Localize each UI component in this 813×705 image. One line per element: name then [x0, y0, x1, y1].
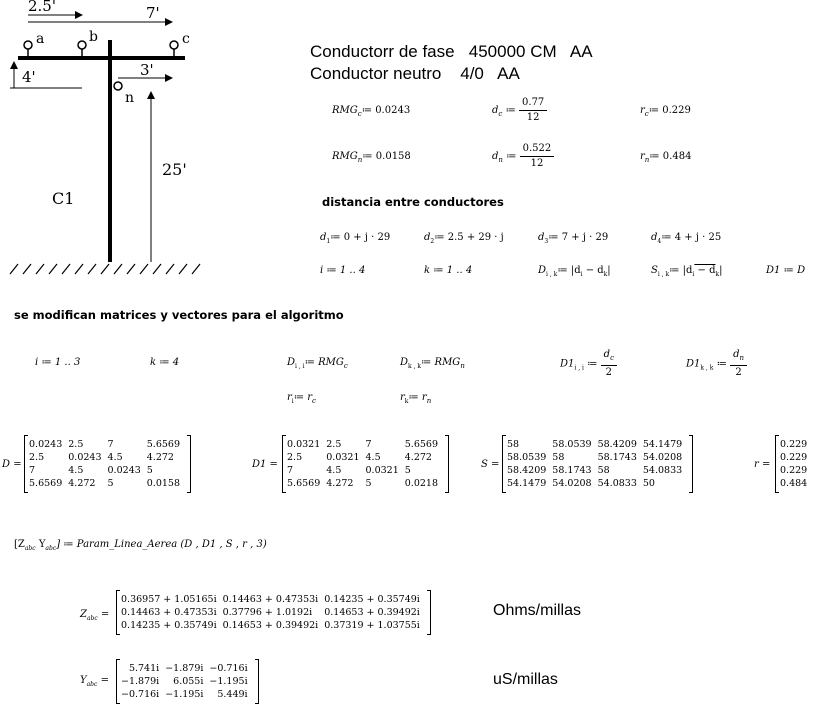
matrix-cell: 2.5: [68, 439, 84, 450]
D-distance-def: $D_{i , k}≔$ $|d_i - d_k|$: [538, 265, 611, 278]
matrix-cell: 0.14235 + 0.35749i: [324, 594, 420, 605]
matrix-cell: 58.1743: [552, 465, 592, 476]
rmg-n-def: $RMG_n≔$ 0.0158: [332, 151, 411, 164]
matrix-row: [29, 438, 186, 451]
matrix-cell: 0.229: [780, 452, 808, 463]
matrix-cell: 0.37319 + 1.03755i: [324, 620, 420, 631]
matrix-row: [780, 451, 813, 464]
matrix-cell: 0.14653 + 0.39492i: [324, 607, 420, 618]
matrix-cell: 5.741i: [128, 663, 160, 674]
matrix-cell: 5.6569: [287, 478, 321, 489]
Dii-def: $D_{i , i}≔$ $RMG_c$: [287, 357, 348, 370]
d4-def: $d_4≔$ 4 + j · 25: [651, 232, 722, 245]
phase-conductor-text: Conductorr de fase 450000 CM AA: [310, 42, 593, 61]
matrix-cell: 58: [552, 452, 565, 463]
matrix-row: [287, 451, 444, 464]
r-n-def: $r_n≔$ 0.484: [640, 151, 692, 164]
k-range: k ≔ 1 .. 4: [424, 265, 473, 276]
matrix-cell: 0.0243: [29, 439, 63, 450]
insulator-c: [170, 41, 178, 58]
matrix-cell: 4.5: [107, 452, 123, 463]
S-matrix: [502, 436, 693, 492]
matrix-row: [121, 606, 426, 619]
matrix-cell: 0.0321: [287, 439, 321, 450]
matrix-cell: 0.229: [780, 465, 808, 476]
matrix-cell: 58.4209: [597, 439, 637, 450]
d-c-def: $d_c$ ≔ $\frac{0.77}{12}$: [492, 96, 547, 125]
param-call: [$Z_{abc}$ $Y_{abc}$] ≔ Param_Linea_Aerea (D , D1 , S , r , 3): [14, 539, 267, 552]
matrix-row: [780, 438, 813, 451]
Z-abc-matrix: [116, 591, 431, 634]
matrix-row: [507, 477, 688, 490]
matrix-cell: 58.0539: [552, 439, 592, 450]
matrix-cell: 0.484: [780, 478, 808, 489]
matrix-cell: 0.0321: [326, 452, 360, 463]
ground-hatch: [10, 264, 200, 274]
matrix-cell: 0.14653 + 0.39492i: [222, 620, 319, 631]
matrix-cell: 54.0208: [552, 478, 592, 489]
matrix-cell: 5: [146, 465, 153, 476]
matrix-cell: 0.0243: [68, 452, 102, 463]
matrix-cell: −1.879i: [121, 676, 160, 687]
matrix-cell: 0.36957 + 1.05165i: [121, 594, 217, 605]
matrix-cell: −1.195i: [209, 676, 248, 687]
matrix-cell: 0.37796 + 1.0192i: [222, 607, 313, 618]
matrix-cell: 4.5: [326, 465, 342, 476]
matrix-cell: 5: [365, 478, 372, 489]
matrix-cell: 54.1479: [507, 478, 547, 489]
D-matrix-label: D =: [2, 459, 22, 470]
matrix-row: [507, 464, 688, 477]
S-distance-def: $S_{i , k}≔$ $|d_i - d_k|$: [651, 265, 723, 278]
insulator-n: [114, 82, 122, 90]
r-vector: [775, 436, 813, 492]
ri-def: $r_i≔$ $r_c$: [287, 392, 316, 405]
pole-diagram: [0, 0, 210, 285]
matrix-cell: 0.0321: [365, 465, 399, 476]
matrix-row: [121, 593, 426, 606]
matrix-cell: 0.14463 + 0.47353i: [121, 607, 217, 618]
matrix-cell: −0.716i: [121, 689, 160, 700]
matrix-cell: 58.1743: [597, 452, 637, 463]
matrix-cell: 54.0833: [642, 465, 683, 476]
i-range-2: i ≔ 1 .. 3: [35, 357, 81, 368]
matrix-cell: 2.5: [326, 439, 342, 450]
r-c-def: $r_c≔$ 0.229: [640, 105, 691, 118]
label-b: b: [89, 29, 98, 45]
insulator-b: [78, 41, 86, 58]
pole-label: C1: [52, 189, 75, 208]
matrix-cell: 5.6569: [404, 439, 438, 450]
matrix-row: [507, 438, 688, 451]
matrix-cell: 5.6569: [146, 439, 180, 450]
modify-heading: se modifican matrices y vectores para el algoritmo: [14, 308, 344, 322]
rmg-c-def: $RMG_c≔$ 0.0243: [332, 105, 411, 118]
matrix-cell: 0.229: [780, 439, 808, 450]
matrix-cell: 0.0218: [404, 478, 438, 489]
D1-assign: D1 ≔ D: [766, 265, 806, 276]
matrix-cell: 5: [107, 478, 114, 489]
matrix-row: [29, 464, 186, 477]
matrix-cell: 58.0539: [507, 452, 547, 463]
matrix-cell: −1.195i: [165, 689, 204, 700]
matrix-cell: 2.5: [287, 452, 303, 463]
S-matrix-label: S =: [481, 459, 500, 470]
matrix-cell: 7: [29, 465, 36, 476]
matrix-cell: 2.5: [29, 452, 45, 463]
matrix-cell: 5.6569: [29, 478, 63, 489]
matrix-cell: 50: [642, 478, 655, 489]
dim-label-2-5: 2.5': [28, 0, 56, 15]
rk-def: $r_k≔$ $r_n$: [400, 392, 432, 405]
matrix-cell: 0.14463 + 0.47353i: [222, 594, 319, 605]
matrix-cell: 4.5: [68, 465, 84, 476]
matrix-cell: −1.879i: [165, 663, 204, 674]
matrix-cell: 4.272: [404, 452, 432, 463]
Z-matrix-label: $Z_{abc}$ =: [80, 609, 110, 622]
matrix-cell: 54.0208: [642, 452, 683, 463]
matrix-row: [507, 451, 688, 464]
matrix-cell: 5: [404, 465, 411, 476]
matrix-row: [780, 477, 813, 490]
matrix-cell: 54.0833: [597, 478, 637, 489]
matrix-cell: 7: [365, 439, 372, 450]
matrix-row: [780, 464, 813, 477]
matrix-row: [121, 688, 254, 701]
i-range: i ≔ 1 .. 4: [320, 265, 366, 276]
Y-abc-matrix: [116, 660, 259, 703]
distance-heading: distancia entre conductores: [322, 195, 504, 209]
matrix-cell: 58.4209: [507, 465, 547, 476]
matrix-cell: 4.272: [68, 478, 96, 489]
matrix-row: [287, 464, 444, 477]
dim-label-7: 7': [146, 4, 160, 22]
matrix-cell: 0.14235 + 0.35749i: [121, 620, 217, 631]
matrix-cell: 4.272: [326, 478, 354, 489]
matrix-row: [121, 662, 254, 675]
D1kk-def: $D1_{k , k}$ ≔ $\frac{d_n}{2}$: [686, 348, 747, 380]
matrix-cell: 0.0158: [146, 478, 180, 489]
matrix-row: [287, 477, 444, 490]
matrix-cell: 58: [507, 439, 520, 450]
dim-label-3: 3': [140, 61, 154, 79]
matrix-cell: 6.055i: [173, 676, 204, 687]
D1-matrix-label: D1 =: [252, 459, 278, 470]
D-matrix: [24, 436, 191, 492]
k-value: k ≔ 4: [150, 357, 180, 368]
matrix-cell: 5.449i: [217, 689, 248, 700]
matrix-row: [287, 438, 444, 451]
Z-units: Ohms/millas: [493, 602, 582, 619]
matrix-cell: 54.1479: [642, 439, 683, 450]
label-c: c: [182, 31, 190, 47]
D1-matrix: [282, 436, 449, 492]
Y-units: uS/millas: [493, 671, 558, 688]
D1ii-def: $D1_{i , i}$ ≔ $\frac{d_c}{2}$: [560, 348, 617, 380]
matrix-cell: 7: [287, 465, 294, 476]
d1-def: $d_1≔$ 0 + j · 29: [320, 232, 391, 245]
Y-matrix-label: $Y_{abc}$ =: [80, 675, 109, 688]
matrix-cell: 4.5: [365, 452, 381, 463]
label-n: n: [125, 90, 135, 106]
neutral-conductor-text: Conductor neutro 4/0 AA: [310, 64, 520, 83]
matrix-row: [29, 451, 186, 464]
matrix-row: [121, 675, 254, 688]
d3-def: $d_3≔$ 7 + j · 29: [538, 232, 609, 245]
d2-def: $d_2≔$ 2.5 + 29 · j: [424, 232, 504, 245]
insulator-a: [24, 41, 32, 58]
r-vector-label: r =: [754, 459, 771, 470]
matrix-cell: 4.272: [146, 452, 174, 463]
d-n-def: $d_n$ ≔ $\frac{0.522}{12}$: [492, 142, 554, 171]
matrix-cell: −0.716i: [209, 663, 248, 674]
label-a: a: [36, 31, 45, 47]
dim-label-25: 25': [162, 160, 187, 179]
Dkk-def: $D_{k , k}≔$ $RMG_n$: [400, 357, 465, 370]
matrix-cell: 7: [107, 439, 114, 450]
matrix-cell: 0.0243: [107, 465, 141, 476]
matrix-row: [29, 477, 186, 490]
dim-label-4: 4': [22, 68, 36, 86]
matrix-cell: 58: [597, 465, 610, 476]
matrix-row: [121, 619, 426, 632]
